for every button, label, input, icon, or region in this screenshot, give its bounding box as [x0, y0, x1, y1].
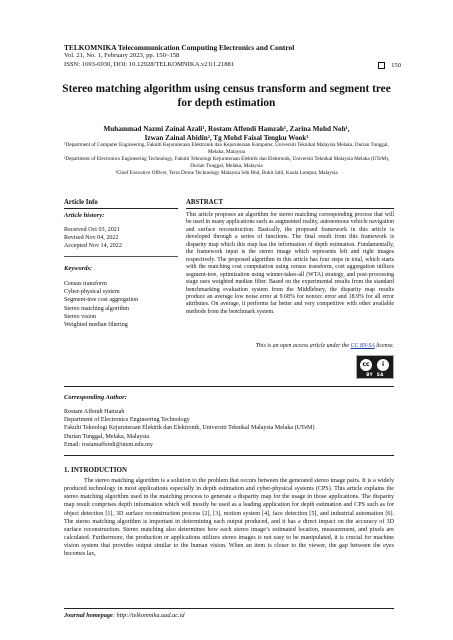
author-line-1: Muhammad Nazmi Zainal Azali¹, Rostam Affendi Hamzah¹, Zarina Mohd Noh¹, — [103, 125, 350, 133]
paper-title: Stereo matching algorithm using census transform and segment tree for depth estimation — [62, 83, 391, 109]
affiliation-1: ¹Department of Computer Engineering, Fakulti Kejuruteraan Elektronik dan Kejuruteraan Komputer, Universiti Teknikal Malaysia Melaka, Durian Tunggal, Melaka, Malaysia — [64, 142, 389, 155]
article-info-heading: Article Info — [64, 199, 98, 206]
journal-name: TELKOMNIKA Telecommunication Computing Electronics and Control — [64, 43, 295, 52]
accepted-date: Accepted Nov 14, 2022 — [64, 243, 122, 250]
open-access-prefix: This is an open access article under the — [255, 343, 351, 349]
keyword: Census transform — [64, 281, 107, 287]
attribution-icon: i — [377, 359, 389, 371]
rule-abstract — [186, 208, 394, 209]
corresponding-author-details — [64, 408, 394, 449]
badge-label — [357, 372, 393, 377]
author-department: Department of Electronics Engineering Technology — [64, 417, 190, 424]
rule-before-author — [64, 386, 394, 387]
keyword: Segment-tree cost aggregation — [64, 297, 139, 304]
rule-history — [64, 256, 178, 257]
author-location: Durian Tunggal, Melaka, Malaysia — [64, 433, 150, 440]
keyword-list — [64, 280, 184, 329]
page-number: 150 — [391, 62, 401, 69]
keywords-heading: Keywords: — [64, 265, 93, 272]
badge-sa: SA — [376, 372, 384, 377]
page-number-block — [378, 62, 401, 69]
author-line-2: Izwan Zainal Abidin², Tg Mohd Faisal Tengku Wook³ — [144, 134, 309, 142]
open-access-suffix: license. — [374, 343, 394, 349]
issn-line: ISSN: 1693-6930, DOI: 10.12928/TELKOMNIKA.v21i1.21881 — [64, 60, 235, 68]
abstract-heading: ABSTRACT — [186, 199, 224, 206]
author-name: Rostam Affendi Hamzah — [64, 409, 125, 415]
creative-commons-icon: cc — [360, 359, 372, 371]
author-email[interactable]: Email: rostamaffendi@utem.edu.my — [64, 441, 153, 448]
history-heading: Article history: — [64, 212, 105, 219]
journal-homepage — [64, 612, 185, 619]
introduction-text: The stereo matching algorithm is a solution to the problem that occurs between the generated stereo image pairs. It is a widely produced technology in most applications especially in depth estimation and cyber-physical systems (CPS). This article explains the stereo matching algorithm used in the matching process to generate a disparity map for the usage in those applications. The disparity map result comprises depth information which will mostly be used as a leading application for depth estimation and CPS such as for object detection [1], 3D surface reconstruction process [2], [3], motion system [4], face detection [5], and industrial automation [6]. The stereo matching algorithm is important in determining each output produced, and it has a direct impact on the accuracy of 3D surface reconstruction. Stereo matching also determines how each stereo image’s estimated location, measurement, and pixels are calculated. Furthermore, the production or applications utilizes stereo images is not easy to be manipulated, it is crucial for machine vision system that provides output similar to the human vision. When an item is closer to the viewer, the gap between the eyes becomes lax, — [64, 478, 394, 558]
badge-by: BY — [366, 372, 373, 377]
revised-date: Revised Nov 04, 2022 — [64, 235, 119, 242]
author-faculty: Fakulti Teknologi Kejuruteraan Elektrik dan Elektronik, Universiti Teknikal Malaysia Melaka (UTeM) — [64, 425, 315, 432]
footer-rule — [64, 608, 394, 609]
rule-after-author — [64, 455, 394, 456]
introduction-heading: 1. INTRODUCTION — [64, 466, 128, 474]
license-link[interactable]: CC BY-SA — [350, 343, 375, 349]
cc-by-sa-badge[interactable] — [356, 355, 394, 379]
square-icon — [378, 62, 385, 69]
corresponding-author-heading: Corresponding Author: — [64, 394, 127, 401]
history-list — [64, 226, 184, 251]
rule-article-info — [64, 208, 178, 209]
keyword: Stereo vision — [64, 313, 96, 320]
affiliations — [62, 142, 391, 177]
homepage-label: Journal homepage — [64, 612, 113, 619]
keyword: Weighted median filtering — [64, 322, 128, 329]
keyword: Cyber-physical system — [64, 289, 120, 296]
homepage-url[interactable]: : http://telkomnika.uad.ac.id — [112, 612, 185, 619]
keyword: Stereo matching algorithm — [64, 305, 129, 312]
author-list — [60, 125, 393, 143]
received-date: Received Oct 03, 2021 — [64, 227, 120, 233]
abstract-text: This article proposes an algorithm for stereo matching corresponding process that will be used in many applications such as augmented reality, autonomous vehicle navigation and surface reconstruction. Basically, the proposed framework in this article is developed through a series of functions. The final result from this framework is disparity map which this map has the information of depth estimation. Fundamentally, the framework input is the stereo image which represents left and right images respectively. The proposed algorithm in this article has four steps in total, which starts with the matching cost computation using census transform, cost aggregation utilizes segment-tree, optimization using winner-takes-all (WTA) strategy, and post-processing stage uses weighted median filter. Based on the experimental results from the standard benchmarking evaluation system from the Middlebury, the disparity map results produce an average low noise error at 9.68% for nonocc error and 18.9% for all error attributes. On average, it performs far better and very competitive with other available methods from the benchmark system. — [186, 212, 394, 315]
volume-line: Vol. 21, No. 1, February 2023, pp. 150~158 — [64, 52, 180, 59]
journal-header — [64, 43, 404, 69]
affiliation-3: ³Chief Executive Officer, Terra Drone Technology Malaysia Sdn Bhd, Bukit Jalil, Kuala Lumpur, Malaysia — [115, 170, 338, 176]
open-access-note — [186, 343, 394, 349]
affiliation-2: ²Department of Electronics Engineering Technology, Fakulti Teknologi Kejuruteraan Elektrik dan Elektronik, Universiti Teknikal Malaysia Melaka (UTeM), Durian Tunggal, Melaka, Malaysia — [63, 156, 390, 169]
